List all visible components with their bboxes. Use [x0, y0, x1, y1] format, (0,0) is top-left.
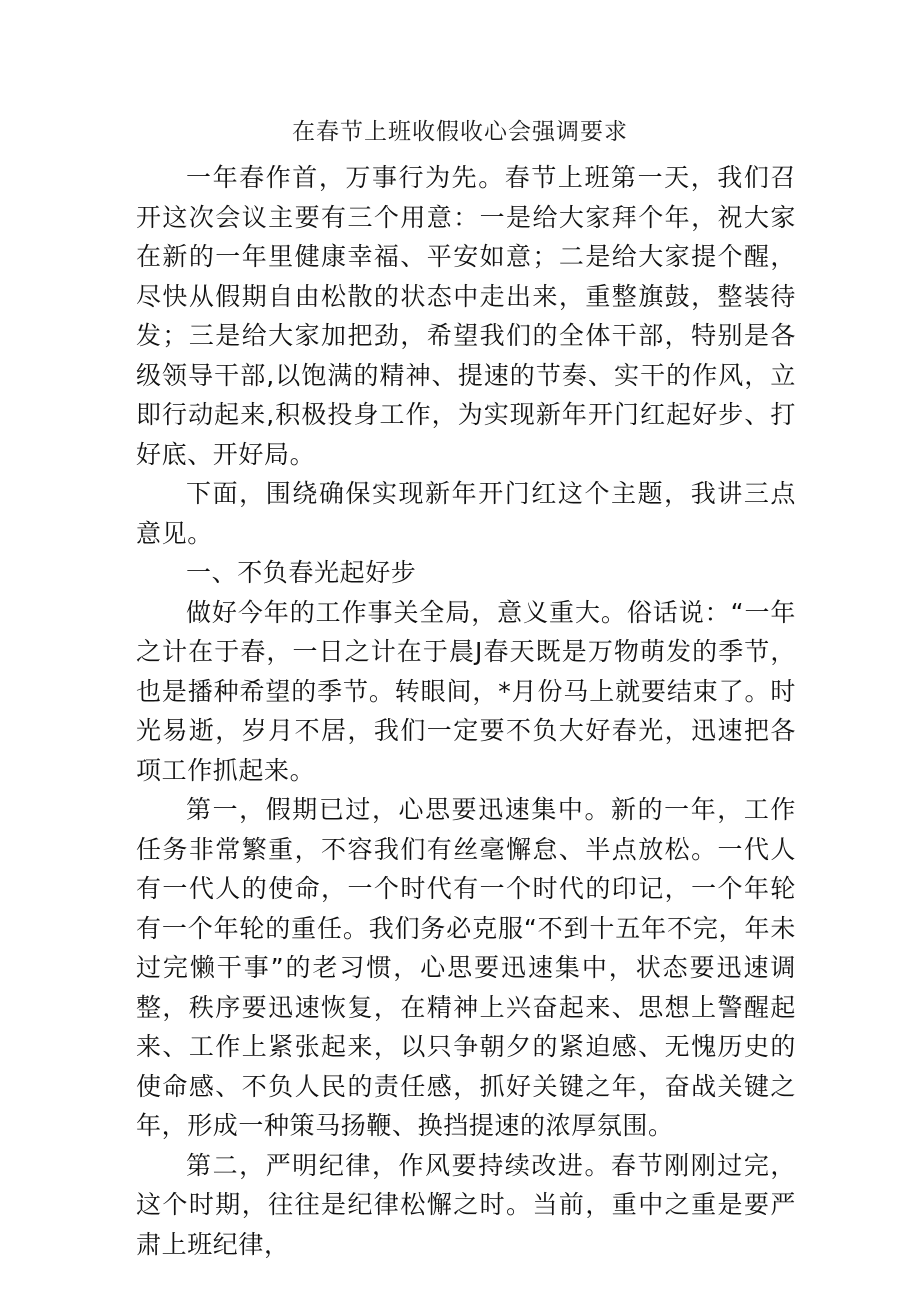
- paragraph-point-2: 第二，严明纪律，作风要持续改进。春节刚刚过完，这个时期，往往是纪律松懈之时。当前，重中之重是要严肃上班纪律，: [136, 1150, 796, 1259]
- section-heading-1: 一、不负春光起好步: [186, 558, 417, 587]
- paragraph-opening: 一年春作首，万事行为先。春节上班第一天，我们召开这次会议主要有三个用意：一是给大家拜个年，祝大家在新的一年里健康幸福、平安如意；二是给大家提个醒，尽快从假期自由松散的状态中走出来，重整旗鼓，整装待发；三是给大家加把劲，希望我们的全体干部，特别是各级领导干部,以饱满的精神、提速的节奏、实干的作风，立即行动起来,积极投身工作，为实现新年开门红起好步、打好底、开好局。: [136, 163, 796, 469]
- paragraph-point-1: 第一，假期已过，心思要迅速集中。新的一年，工作任务非常繁重，不容我们有丝毫懈怠、半点放松。一代人有一代人的使命，一个时代有一个时代的印记，一个年轮有一个年轮的重任。我们务必克服“不到十五年不完，年未过完懒干事”的老习惯，心思要迅速集中，状态要迅速调整，秩序要迅速恢复，在精神上兴奋起来、思想上警醒起来、工作上紧张起来，以只争朝夕的紧迫感、无愧历史的使命感、不负人民的责任感，抓好关键之年，奋战关键之年，形成一种策马扬鞭、换挡提速的浓厚氛围。: [136, 795, 796, 1140]
- document-body: [136, 158, 796, 1264]
- paragraph-section-1: 做好今年的工作事关全局，意义重大。俗话说：“一年之计在于春，一日之计在于晨J春天既是万物萌发的季节，也是播种希望的季节。转眼间，*月份马上就要结束了。时光易逝，岁月不居，我们一定要不负大好春光，迅速把各项工作抓起来。: [136, 597, 796, 785]
- paragraph-intro: 下面，围绕确保实现新年开门红这个主题，我讲三点意见。: [136, 479, 796, 548]
- document-title: 在春节上班收假收心会强调要求: [292, 119, 628, 145]
